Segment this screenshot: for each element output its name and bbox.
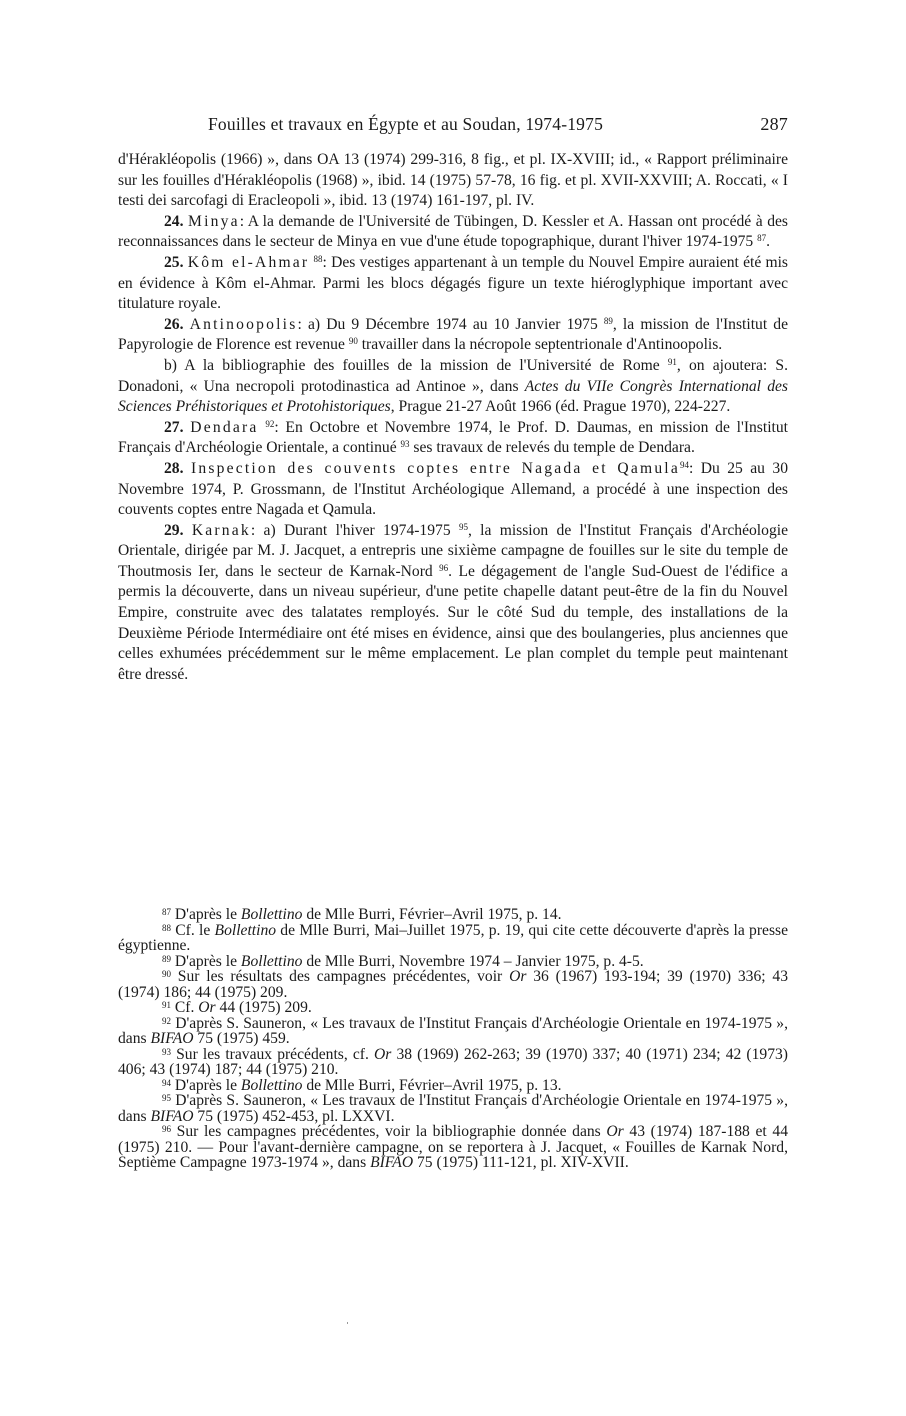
scan-speck: [347, 1322, 348, 1324]
section-text: : Des vestiges appartenant à un temple du Nouvel Empire auraient été mis en évidence à Kôm el-Ahmar. Parmi les blocs dégagés figure un texte hiéroglyphique important avec titulature royale.: [118, 253, 789, 313]
paragraph-continued: d'Hérakléopolis (1966) », dans OA 13 (1974) 299-316, 8 fig., et pl. IX-XVIII; id., « Rapport préliminaire sur les fouilles d'Hérakléopolis (1968) », ibid. 14 (1975) 57-78, 16 fig. et pl. XVII-XXVIII; A. Roccati, « I testi dei sarcofagi di Eracleopoli », ibid. 13 (1974) 161-197, pl. IV.: [118, 151, 788, 210]
section-text: , la mission de l'Institut de Papyrologie de Florence est revenue: [118, 315, 789, 354]
footnote-text: D'après le: [171, 1076, 241, 1094]
footnote: [118, 1124, 788, 1171]
footnote: [118, 923, 788, 954]
footnote-number: 87: [162, 907, 171, 917]
footnote-number: 93: [162, 1046, 171, 1057]
footnote-ref[interactable]: 95: [458, 521, 468, 532]
footnote-ref[interactable]: 88: [313, 253, 323, 264]
section-number: 28.: [164, 459, 184, 477]
footnote-text: Sur les résultats des campagnes précédentes, voir: [171, 968, 510, 985]
section-29: [118, 521, 788, 686]
footnote-text: D'après le: [171, 952, 241, 970]
section-text: : A la demande de l'Université de Tübingen, D. Kessler et A. Hassan ont procédé à des reconnaissances dans le secteur de Minya en vue d'une étude topographique, durant l'hiver 1974-1975: [118, 212, 788, 251]
footnote-text: de Mlle Burri, Février–Avril 1975, p. 14.: [302, 906, 562, 923]
footnote-text: de Mlle Burri, Novembre 1974 – Janvier 1975, p. 4-5.: [302, 952, 644, 970]
footnote-italic: Bollettino: [214, 921, 277, 939]
footnote-text: de Mlle Burri, Février–Avril 1975, p. 13.: [302, 1076, 562, 1094]
footnote-italic: Bollettino: [240, 1076, 303, 1094]
footnote-text: 36 (1967) 193-194; 39 (1970) 336; 43 (1974) 186; 44 (1975) 209.: [118, 968, 788, 1001]
section-28: [118, 459, 788, 521]
site-name: Dendara: [190, 418, 259, 436]
footnote-text: Sur les campagnes précédentes, voir la bibliographie donnée dans: [171, 1123, 607, 1140]
footnote-italic: Bollettino: [240, 906, 303, 923]
site-name: Antinoopolis: [189, 315, 298, 333]
footnote-text: de Mlle Burri, Mai–Juillet 1975, p. 19, qui cite cette découverte d'après la presse égyptienne.: [118, 921, 789, 954]
site-name: Inspection des couvents coptes entre Nagada et Qamula: [190, 459, 680, 477]
section-text: : Du 25 au 30 Novembre 1974, P. Grossmann, de l'Institut Archéologique Allemand, a procédé à une inspection des couvents coptes entre Nagada et Qamula.: [118, 459, 788, 519]
footnote-text: D'après le: [171, 906, 241, 923]
footnote-text: D'après S. Sauneron, « Les travaux de l'Institut Français d'Archéologie Orientale en 1974-1975 », dans: [118, 1014, 788, 1047]
footnote-number: 90: [162, 969, 171, 979]
section-text: travailler dans la nécropole septentrionale d'Antinoopolis.: [357, 336, 723, 354]
footnote-italic: BIFAO: [150, 1107, 194, 1125]
footnote-italic: Or: [374, 1045, 392, 1063]
running-header: [118, 114, 788, 138]
site-name: Karnak: [191, 521, 251, 539]
footnote: [118, 954, 788, 970]
main-text: [118, 150, 788, 685]
footnote-text: 38 (1969) 262-263; 39 (1970) 337; 40 (1971) 234; 42 (1973) 406; 43 (1974) 187; 44 (1975) 210.: [118, 1045, 788, 1078]
section-text-end: .: [766, 233, 771, 251]
footnote: [118, 1000, 788, 1016]
footnotes: [118, 907, 788, 1171]
footnote: [118, 969, 788, 1000]
site-name: Minya: [188, 212, 240, 230]
footnote-number: 96: [162, 1124, 171, 1134]
footnote-italic: Or: [198, 999, 216, 1016]
footnote-italic: Or: [509, 968, 527, 985]
footnote-ref[interactable]: 94: [679, 459, 689, 470]
footnote-number: 91: [162, 1000, 171, 1010]
section-number: 25.: [164, 253, 184, 271]
section-number: 24.: [164, 212, 184, 230]
footnote-italic: Bollettino: [240, 952, 303, 970]
footnote-ref[interactable]: 92: [265, 418, 275, 429]
footnote-text: Cf. le: [171, 921, 215, 939]
section-27: [118, 418, 788, 459]
section-number: 26.: [164, 315, 184, 333]
footnote-number: 94: [162, 1077, 171, 1088]
footnote-text: 75 (1975) 459.: [193, 1030, 290, 1047]
italic-title: Actes du VIIe Congrès International des Sciences Préhistoriques et Protohistoriques: [118, 377, 789, 416]
footnote-text: Cf.: [171, 999, 199, 1016]
section-26b: [118, 356, 788, 418]
footnote-ref[interactable]: 91: [667, 356, 677, 367]
footnote-ref[interactable]: 87: [757, 233, 767, 244]
section-text: : a) Durant l'hiver 1974-1975: [250, 521, 451, 539]
footnote-number: 92: [162, 1015, 171, 1026]
footnote-number: 95: [162, 1093, 171, 1103]
section-24: [118, 212, 788, 253]
footnote-ref[interactable]: 90: [348, 336, 358, 347]
footnote-number: 88: [162, 922, 171, 933]
footnote: [118, 1047, 788, 1078]
footnote-ref[interactable]: 93: [400, 439, 410, 450]
section-26a: [118, 315, 788, 356]
section-text: ses travaux de relevés du temple de Dendara.: [409, 439, 695, 457]
footnote: [118, 1093, 788, 1124]
footnote-text: 75 (1975) 452-453, pl. LXXVI.: [193, 1107, 395, 1125]
footnote-text: 43 (1974) 187-188 et 44 (1975) 210. — Pour l'avant-dernière campagne, on se reportera à J. Jacquet, « Fouilles de Karnak Nord, Septième Campagne 1973-1974 », dans: [118, 1123, 788, 1171]
footnote: [118, 1078, 788, 1094]
section-text: : a) Du 9 Décembre 1974 au 10 Janvier 1975: [297, 315, 598, 333]
section-text: , Prague 21-27 Août 1966 (éd. Prague 1970), 224-227.: [390, 398, 731, 416]
footnote: [118, 907, 788, 923]
footnote-italic: BIFAO: [370, 1154, 414, 1171]
footnote-text: 75 (1975) 111-121, pl. XIV-XVII.: [413, 1154, 629, 1171]
footnote-text: D'après S. Sauneron, « Les travaux de l'Institut Français d'Archéologie Orientale en 1974-1975 », dans: [118, 1092, 788, 1125]
footnote-text: 44 (1975) 209.: [215, 999, 312, 1016]
section-number: 29.: [164, 521, 184, 539]
running-title: Fouilles et travaux en Égypte et au Soudan, 1974-1975: [208, 114, 604, 134]
footnote-text: Sur les travaux précédents, cf.: [171, 1045, 374, 1063]
page-number: 287: [760, 114, 788, 134]
footnote-ref[interactable]: 89: [603, 315, 613, 326]
section-number: 27.: [164, 418, 184, 436]
section-text: , on ajoutera: S. Donadoni, « Una necropoli protodinastica ad Antinoe », dans: [118, 356, 788, 395]
section-text: , la mission de l'Institut Français d'Archéologie Orientale, dirigée par M. J. Jacquet, a entrepris une sixième campagne de fouilles sur le site du temple de Thoutmosis Ier, dans le secteur de Karnak-Nord: [118, 521, 788, 580]
footnote-italic: BIFAO: [150, 1030, 194, 1047]
footnote: [118, 1016, 788, 1047]
footnote-italic: Or: [606, 1123, 624, 1140]
section-text: : En Octobre et Novembre 1974, le Prof. D. Daumas, en mission de l'Institut Français d'Archéologie Orientale, a continué: [118, 418, 789, 457]
section-25: [118, 253, 788, 315]
section-text: . Le dégagement de l'angle Sud-Ouest de l'édifice a permis la découverte, dans un niveau supérieur, d'une petite chapelle datant peut-être de la fin du Nouvel Empire, construite avec des talatates remployés. Sur le côté Sud du temple, des installations de la Deuxième Période Intermédiaire ont été mises en évidence, ainsi que des boulangeries, plus anciennes que celles exhumées précédemment sur le même emplacement. Le plan complet du temple peut maintenant être dressé.: [118, 562, 788, 683]
section-text: b) A la bibliographie des fouilles de la mission de l'Université de Rome: [164, 356, 660, 374]
footnote-number: 89: [162, 953, 171, 964]
footnote-ref[interactable]: 96: [439, 562, 449, 573]
site-name: Kôm el-Ahmar: [187, 253, 310, 271]
